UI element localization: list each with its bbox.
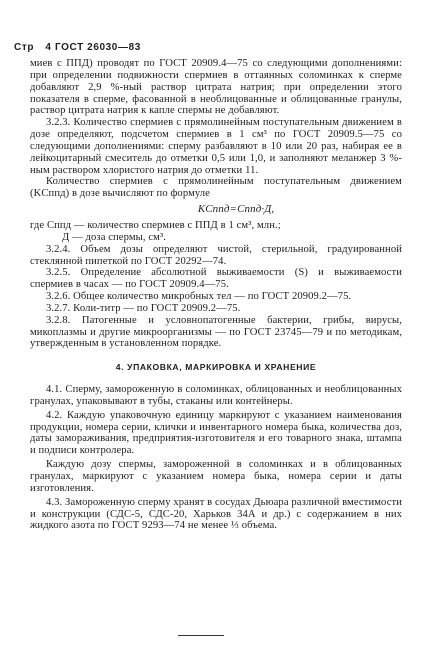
paragraph-3-2-5: 3.2.5. Определение абсолютной выживаемости (S) и выживаемости спермиев в часах — по ГОСТ 20909.4—75.	[30, 267, 402, 291]
document-body	[30, 58, 402, 532]
paragraph-3-2-7: 3.2.7. Коли-титр — по ГОСТ 20909.2—75.	[46, 302, 241, 314]
paragraph-4-1: 4.1. Сперму, замороженную в соломинках, облицованных и необлицованных гранулах, упаковывают в тубы, стаканы или контейнеры.	[30, 384, 402, 407]
section-title: 4. УПАКОВКА, МАРКИРОВКА И ХРАНЕНИЕ	[115, 362, 317, 373]
page-number: 4	[45, 42, 52, 53]
page-header	[14, 42, 141, 53]
paragraph-4-2: 4.2. Каждую упаковочную единицу маркируют с указанием наименования продукции, номера серии, клички и инвентарного номера быка, количества доз, даты замораживания, предприятия-изготовителя и его товарного знака, штампа и подписи контролера.	[30, 409, 402, 457]
paragraph-count-intro: Количество спермиев с прямолинейным поступательным движением (KCппд) в дозе вычисляют по формуле	[30, 176, 402, 200]
paragraph-4-3: 4.3. Замороженную сперму хранят в сосудах Дьюара различной вместимости и конструкции (СДС-5, СДС-20, Харьков 34А и др.) с содержанием в них жидкого азота по ГОСТ 9293—74 не менее ⅓ объема.	[30, 496, 402, 532]
formula-legend-c: где Cппд — количество спермиев с ППД в 1 см³, млн.;	[30, 219, 281, 231]
end-divider	[178, 635, 224, 636]
paragraph-3-2-3: 3.2.3. Количество спермиев с прямолинейным поступательным движением в дозе определяют, подсчетом спермиев в 1 см³ по ГОСТ 20909.5—75 со следующими дополнениями: сперму разбавляют в 10 или 20 раз, набирая ее в лейкоцитарный смеситель до отметки 0,5 или 1,0, и заполняют меланжер 3 %-ным раствором хлористого натрия до отметки 11.	[30, 117, 402, 176]
paragraph-3-2-8: 3.2.8. Патогенные и условнопатогенные бактерии, грибы, вирусы, микоплазмы и другие микроорганизмы — по ГОСТ 23745—79 и по методикам, утвержденным в установленном порядке.	[30, 314, 402, 350]
paragraph-3-2-4: 3.2.4. Объем дозы определяют чистой, стерильной, градуированной стеклянной пипеткой по ГОСТ 20292—74.	[30, 243, 402, 267]
formula-legend-d: Д — доза спермы, см³.	[62, 231, 166, 243]
paragraph-continuation: миев с ППД) проводят по ГОСТ 20909.4—75 со следующими дополнениями: при определении подвижности спермиев в оттаянных соломинках к сперме добавляют 2,9 %-ный раствор цитрата натрия; при определении этого показателя в сперме, фасованной в необлицованные и облицованные гранулы, раствор цитрата натрия к капле спермы не добавляют.	[30, 58, 402, 117]
paragraph-3-2-6: 3.2.6. Общее количество микробных тел — по ГОСТ 20909.2—75.	[46, 291, 352, 303]
paragraph-dose-marking: Каждую дозу спермы, замороженной в соломинках и в облицованных гранулах, маркируют с указанием номера быка, номера серии и даты изготовления.	[30, 459, 402, 494]
page-label: Стр	[14, 42, 35, 53]
formula: KCппд=Cппд·Д,	[197, 203, 275, 216]
standard-number: ГОСТ 26030—83	[54, 42, 141, 53]
